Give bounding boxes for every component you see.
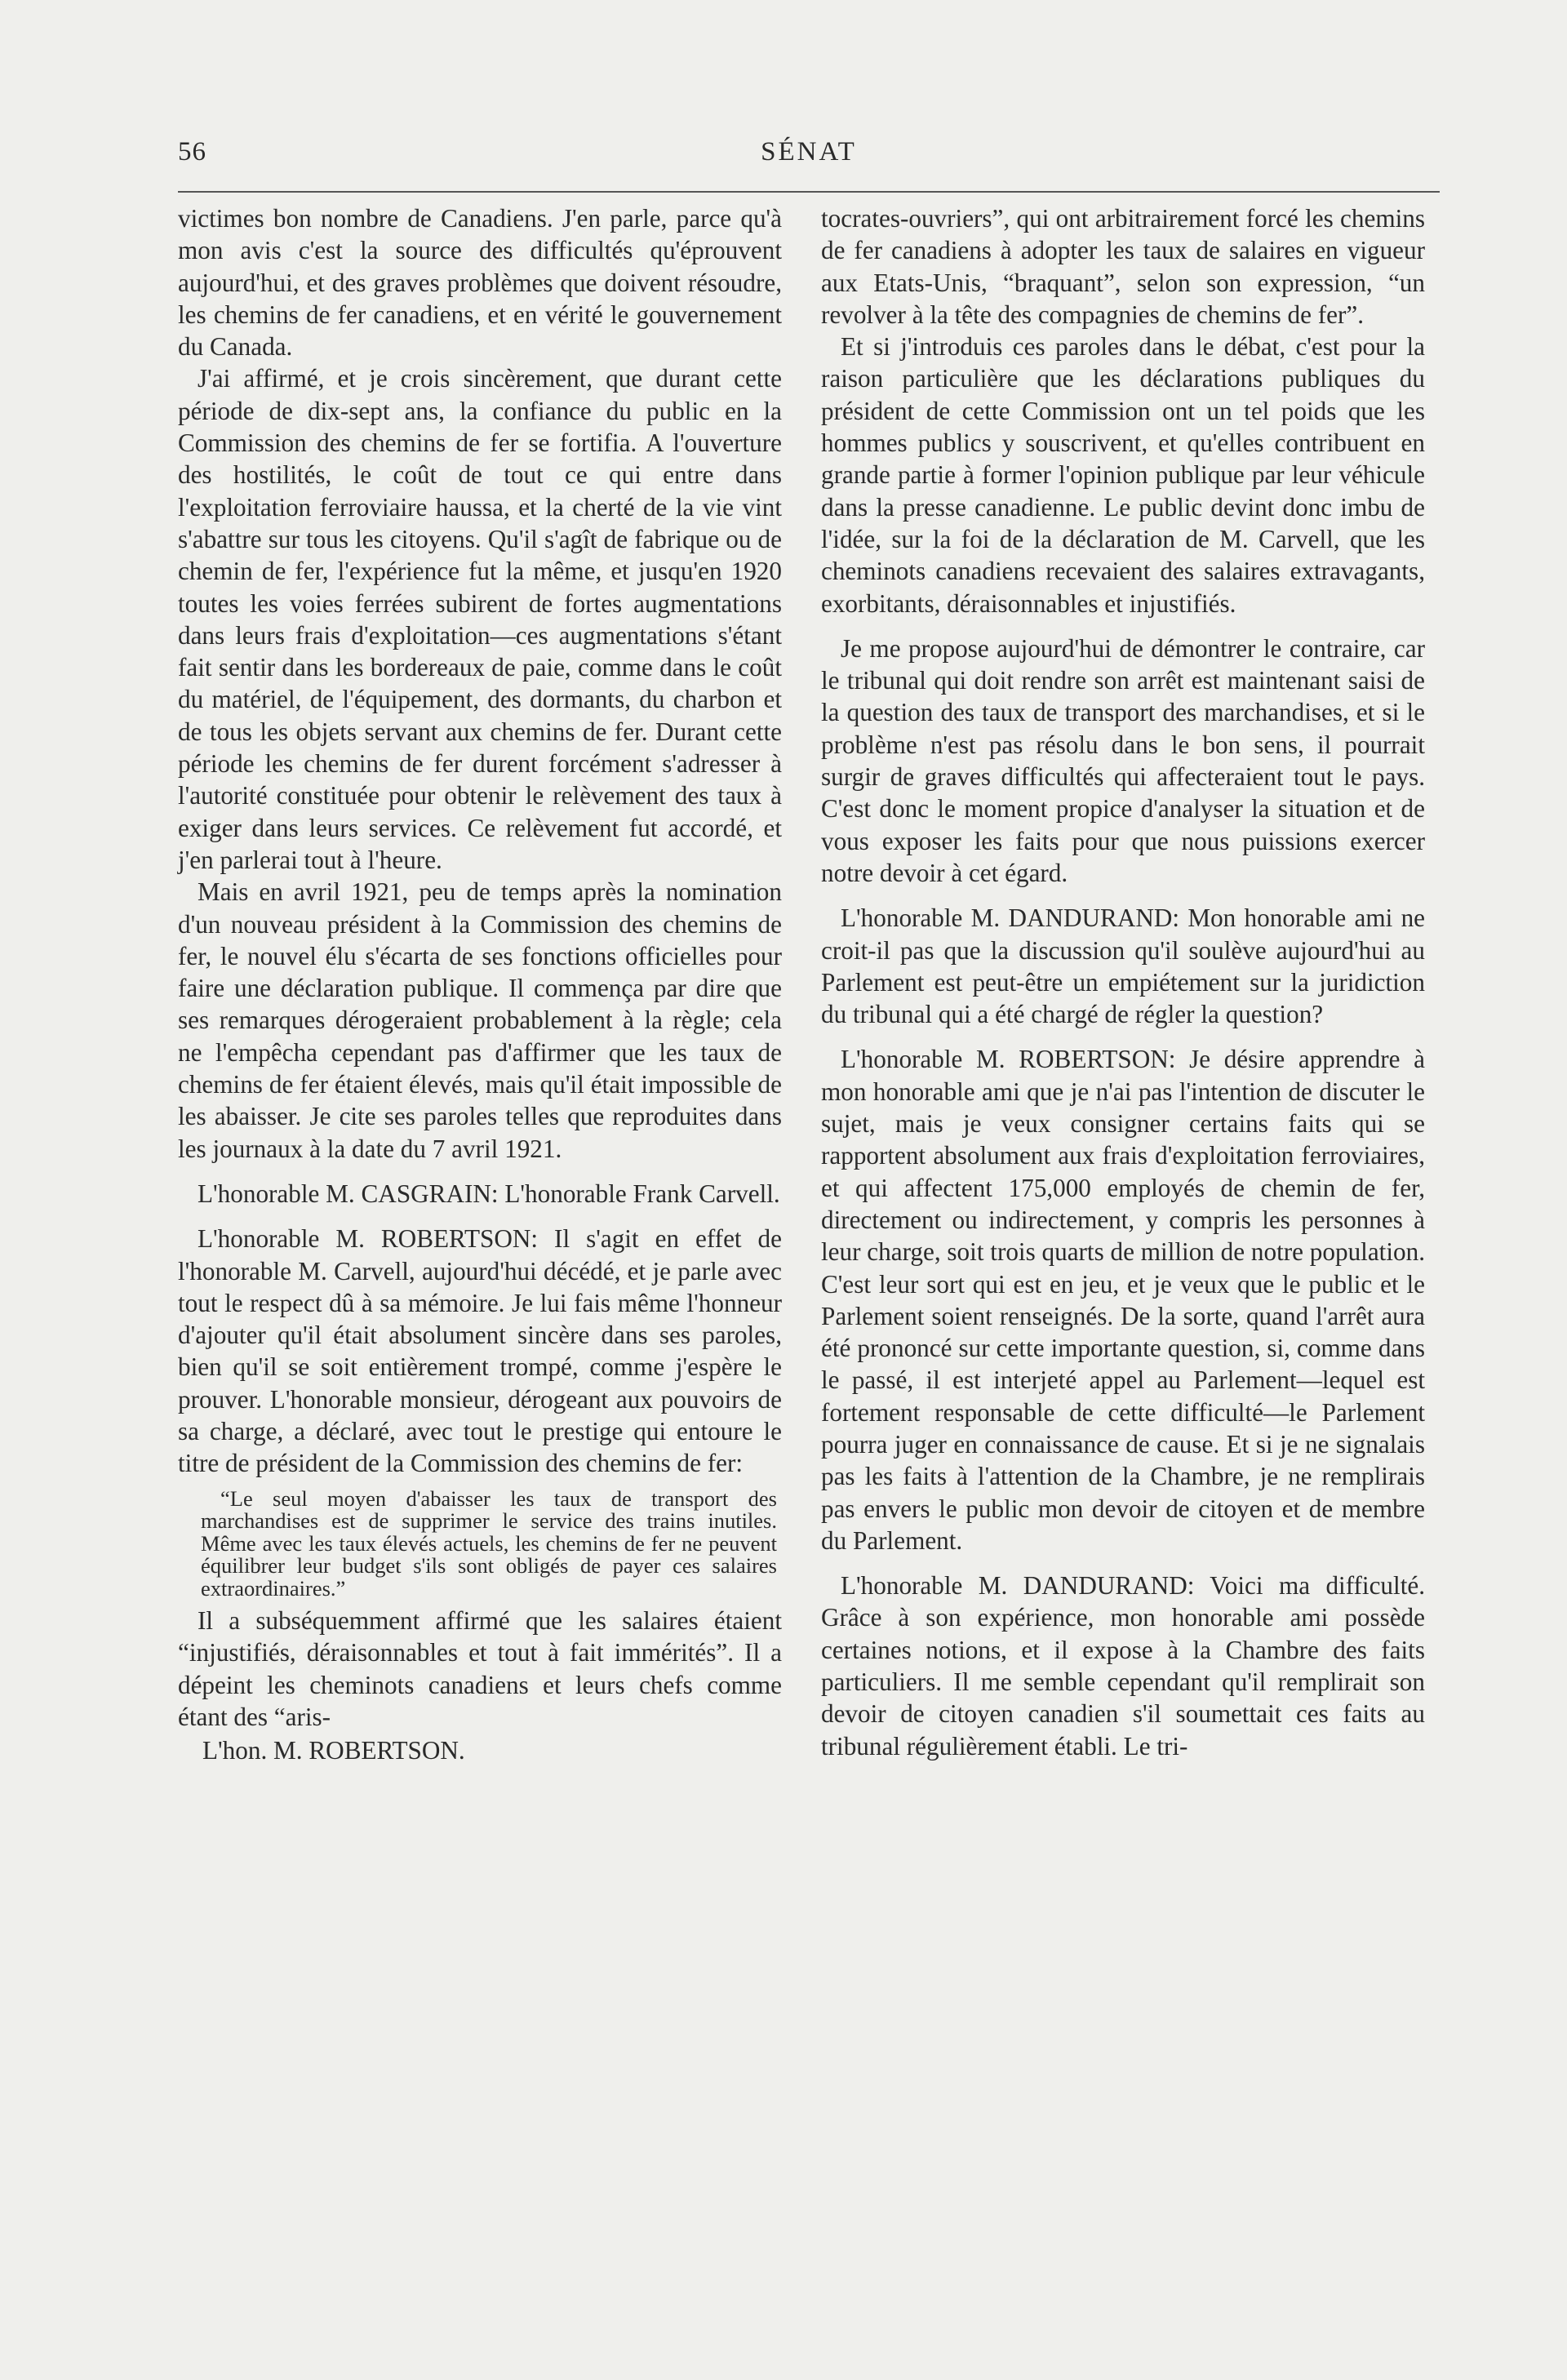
right-column: [821, 202, 1425, 1762]
page-number: 56: [178, 137, 206, 167]
paragraph: victimes bon nombre de Canadiens. J'en parle, parce qu'à mon avis c'est la source des difficultés qu'éprouvent aujourd'hui, et des graves problèmes que doivent résoudre, les chemins de fer canadiens, et en vérité le gouvernement du Canada.: [178, 204, 782, 362]
running-title: SÉNAT: [761, 137, 857, 167]
paragraph: J'ai affirmé, et je crois sincèrement, que durant cette période de dix-sept ans, la confiance du public en la Commission des chemins de fer se fortifia. A l'ouverture des hostilités, le coût de tout ce qui entre dans l'exploitation ferroviaire haussa, et la cherté de la vie vint s'abattre sur tous les citoyens. Qu'il s'agît de fabrique ou de chemin de fer, l'expérience fut la même, et jusqu'en 1920 toutes les voies ferrées subirent de fortes augmentations dans leurs frais d'exploitation—ces augmentations s'étant fait sentir dans les bordereaux de paie, comme dans le coût du matériel, de l'équipement, des dormants, du charbon et de tous les objets servant aux chemins de fer. Durant cette période les chemins de fer durent forcément s'adresser à l'autorité constituée pour obtenir le relèvement des taux à exiger dans leurs services. Ce relèvement fut accordé, et j'en parlerai tout à l'heure.: [178, 364, 782, 874]
paragraph: Mais en avril 1921, peu de temps après la nomination d'un nouveau président à la Commission des chemins de fer, le nouvel élu s'écarta de ses fonctions officielles pour faire une déclaration publique. Il commença par dire que ses remarques dérogeraient probablement à la règle; cela ne l'empêcha cependant pas d'affirmer que les taux de chemins de fer étaient élevés, mais qu'il était impossible de les abaisser. Je cite ses paroles telles que reproduites dans les journaux à la date du 7 avril 1921.: [178, 877, 782, 1163]
speaker-paragraph: L'honorable M. ROBERTSON: Il s'agit en effet de l'honorable M. Carvell, aujourd'hui décédé, et je parle avec tout le respect dû à sa mémoire. Je lui fais même l'honneur d'ajouter qu'il était absolument sincère dans ses paroles, bien qu'il se soit entièrement trompé, comme j'espère le prouver. L'honorable monsieur, dérogeant aux pouvoirs de sa charge, a déclaré, avec tout le prestige qui entoure le titre de président de la Commission des chemins de fer:: [178, 1224, 782, 1478]
block-quote: “Le seul moyen d'abaisser les taux de transport des marchandises est de supprimer le service des trains inutiles. Même avec les taux élevés actuels, les chemins de fer ne peuvent équilibrer leur budget s'ils sont obligés de payer ces salaires extraordinaires.”: [201, 1485, 777, 1601]
paragraph: Il a subséquemment affirmé que les salaires étaient “injustifiés, déraisonnables et tout à fait immérités”. Il a dépeint les cheminots canadiens et leurs chefs comme étant des “aris-: [178, 1606, 782, 1731]
paragraph: tocrates-ouvriers”, qui ont arbitrairement forcé les chemins de fer canadiens à adopter les taux de salaires en vigueur aux Etats-Unis, “braquant”, selon son expression, “un revolver à la tête des compagnies de chemins de fer”.: [821, 204, 1425, 329]
speaker-paragraph: L'honorable M. ROBERTSON: Je désire apprendre à mon honorable ami que je n'ai pas l'intention de discuter le sujet, mais je veux consigner certains faits qui se rapportent absolument aux frais d'exploitation ferroviaires, et qui affectent 175,000 employés de chemin de fer, directement ou indirectement, y compris les personnes à leur charge, soit trois quarts de million de notre population. C'est leur sort qui est en jeu, et je veux que le public et le Parlement soient renseignés. De la sorte, quand l'arrêt aura été prononcé sur cette importante question, si, comme dans le passé, il est interjeté appel au Parlement—lequel est fortement responsable de cette difficulté—le Parlement pourra juger en connaissance de cause. Et si je ne signalais pas les faits à l'attention de la Chambre, je ne remplirais pas envers le public mon devoir de citoyen et de membre du Parlement.: [821, 1045, 1425, 1555]
paragraph: Et si j'introduis ces paroles dans le débat, c'est pour la raison particulière que les déclarations publiques du président de cette Commission ont un tel poids que les hommes publics y souscrivent, et qu'elles contribuent en grande partie à former l'opinion publique par leur véhicule dans la presse canadienne. Le public devint donc imbu de l'idée, sur la foi de la déclaration de M. Carvell, que les cheminots canadiens recevaient des salaires extravagants, exorbitants, déraisonnables et injustifiés.: [821, 332, 1425, 618]
paragraph: Je me propose aujourd'hui de démontrer le contraire, car le tribunal qui doit rendre son arrêt est maintenant saisi de la question des taux de transport des marchandises, et si le problème n'est pas résolu dans le bon sens, il pourrait surgir de graves difficultés qui affecteraient tout le pays. C'est donc le moment propice d'analyser la situation et de vous exposer les faits pour que nous puissions exercer notre devoir à cet égard.: [821, 633, 1425, 887]
header-rule: [178, 191, 1440, 193]
speaker-paragraph: L'honorable M. DANDURAND: Mon honorable ami ne croit-il pas que la discussion qu'il soulève aujourd'hui au Parlement est peut-être un empiétement sur la juridiction du tribunal qui a été chargé de régler la question?: [821, 904, 1425, 1029]
speaker-paragraph: L'honorable M. CASGRAIN: L'honorable Frank Carvell.: [198, 1179, 780, 1208]
speaker-paragraph: L'honorable M. DANDURAND: Voici ma difficulté. Grâce à son expérience, mon honorable ami possède certaines notions, et il expose à la Chambre des faits particuliers. Il me semble cependant qu'il remplirait son devoir de citoyen canadien s'il soumettait ces faits au tribunal régulièrement établi. Le tri-: [821, 1571, 1425, 1761]
speaker-footer: L'hon. M. ROBERTSON.: [202, 1736, 465, 1765]
left-column: [178, 202, 782, 1767]
page-header: [178, 132, 1440, 173]
